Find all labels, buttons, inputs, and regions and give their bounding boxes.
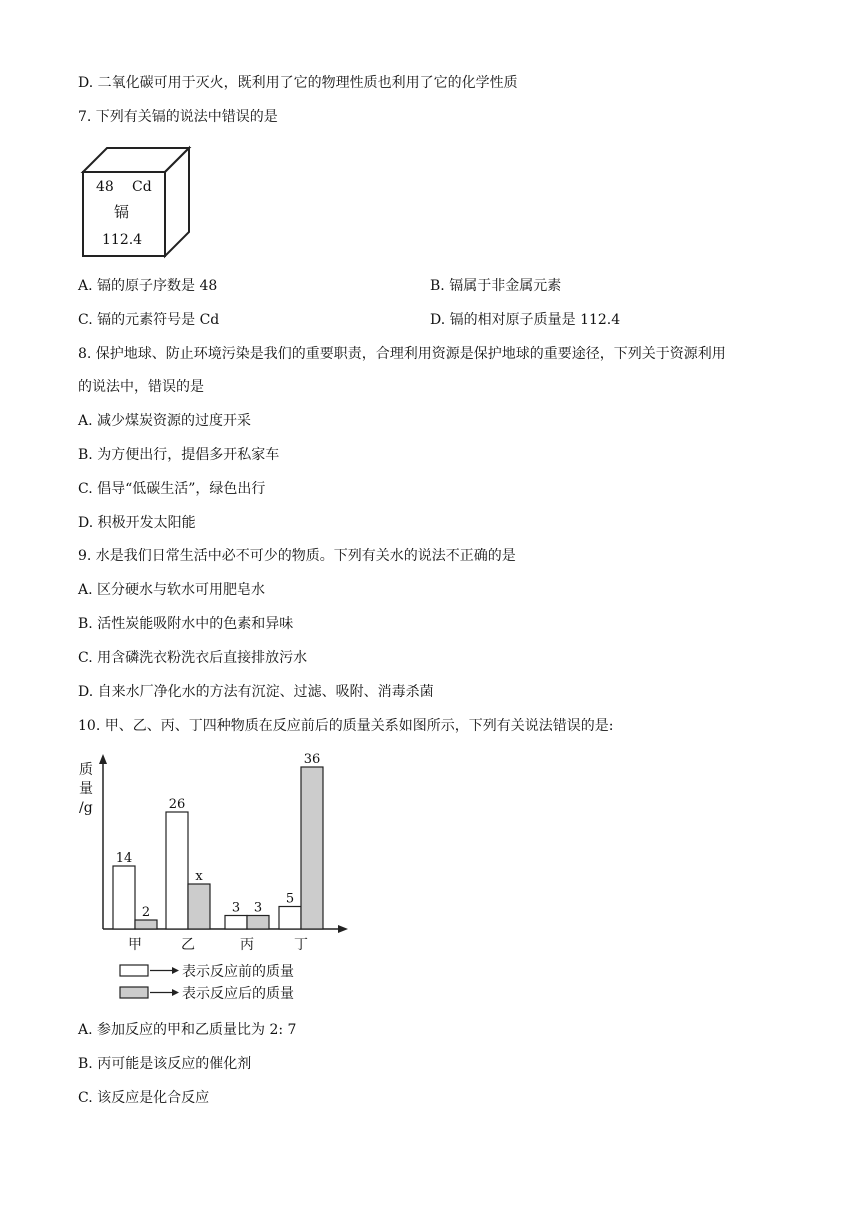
x-axis-arrow — [338, 925, 348, 933]
bar-label-before-1: 26 — [168, 797, 186, 812]
q10-option-a: A. 参加反应的甲和乙质量比为 2: 7 — [78, 1022, 297, 1038]
q9-option-b: B. 活性炭能吸附水中的色素和异味 — [78, 616, 294, 632]
q8-option-c: C. 倡导“低碳生活”，绿色出行 — [78, 481, 266, 497]
y-axis-label: 质 — [79, 762, 93, 778]
q7-option-b: B. 镉属于非金属元素 — [430, 278, 562, 294]
legend-label: 表示反应前的质量 — [182, 964, 294, 980]
q8-option-a: A. 减少煤炭资源的过度开采 — [78, 413, 252, 429]
bar-before-3 — [279, 907, 301, 930]
legend-arrow-head — [172, 989, 179, 996]
q9-option-c: C. 用含磷洗衣粉洗衣后直接排放污水 — [78, 650, 308, 666]
q7-stem: 7. 下列有关镉的说法中错误的是 — [78, 109, 278, 125]
y-axis-label: 量 — [79, 781, 93, 797]
q7-option-a: A. 镉的原子序数是 48 — [78, 278, 218, 294]
q8-option-b: B. 为方便出行，提倡多开私家车 — [78, 447, 280, 463]
q8-stem-line1: 8. 保护地球、防止环境污染是我们的重要职责，合理利用资源是保护地球的重要途径，下列关于资源利用 — [78, 346, 726, 362]
bar-label-after-1: x — [195, 869, 203, 884]
bar-before-0 — [113, 866, 135, 929]
element-card-cadmium — [80, 145, 192, 259]
q10-stem: 10. 甲、乙、丙、丁四种物质在反应前后的质量关系如图所示，下列有关说法错误的是: — [78, 718, 614, 734]
bar-label-before-0: 14 — [115, 851, 133, 866]
q10-option-b: B. 丙可能是该反应的催化剂 — [78, 1056, 252, 1072]
element-symbol: Cd — [132, 179, 152, 195]
x-tick-label: 甲 — [128, 937, 142, 953]
legend-label: 表示反应后的质量 — [182, 986, 294, 1002]
bar-after-1 — [188, 884, 210, 929]
q10-option-c: C. 该反应是化合反应 — [78, 1090, 210, 1106]
x-tick-label: 乙 — [181, 937, 195, 953]
mass-bar-chart — [78, 748, 348, 1008]
element-mass: 112.4 — [102, 232, 143, 248]
q8-option-d: D. 积极开发太阳能 — [78, 515, 196, 531]
bar-label-after-3: 36 — [303, 752, 321, 767]
q9-stem: 9. 水是我们日常生活中必不可少的物质。下列有关水的说法不正确的是 — [78, 548, 516, 564]
bar-label-after-2: 3 — [253, 900, 263, 916]
q9-option-a: A. 区分硬水与软水可用肥皂水 — [78, 582, 266, 598]
bar-after-3 — [301, 767, 323, 929]
q9-option-d: D. 自来水厂净化水的方法有沉淀、过滤、吸附、消毒杀菌 — [78, 684, 434, 700]
y-axis-label: /g — [79, 800, 93, 816]
legend-swatch — [120, 965, 148, 976]
element-number: 48 — [96, 179, 114, 195]
bar-label-after-0: 2 — [141, 905, 151, 920]
legend-swatch — [120, 987, 148, 998]
q7-option-c: C. 镉的元素符号是 Cd — [78, 312, 220, 328]
bar-label-before-3: 5 — [285, 891, 295, 907]
bar-after-2 — [247, 916, 269, 930]
x-tick-label: 丙 — [240, 937, 254, 953]
legend-arrow-head — [172, 967, 179, 974]
bar-before-2 — [225, 916, 247, 930]
element-name: 镉 — [114, 203, 130, 221]
bar-label-before-2: 3 — [231, 900, 241, 916]
q8-stem-line2: 的说法中，错误的是 — [78, 379, 204, 395]
bar-after-0 — [135, 920, 157, 929]
q6-option-d: D. 二氧化碳可用于灭火，既利用了它的物理性质也利用了它的化学性质 — [78, 75, 518, 91]
q7-option-d: D. 镉的相对原子质量是 112.4 — [430, 312, 621, 328]
bar-before-1 — [166, 812, 188, 929]
x-tick-label: 丁 — [294, 937, 308, 953]
y-axis-arrow — [99, 754, 107, 764]
